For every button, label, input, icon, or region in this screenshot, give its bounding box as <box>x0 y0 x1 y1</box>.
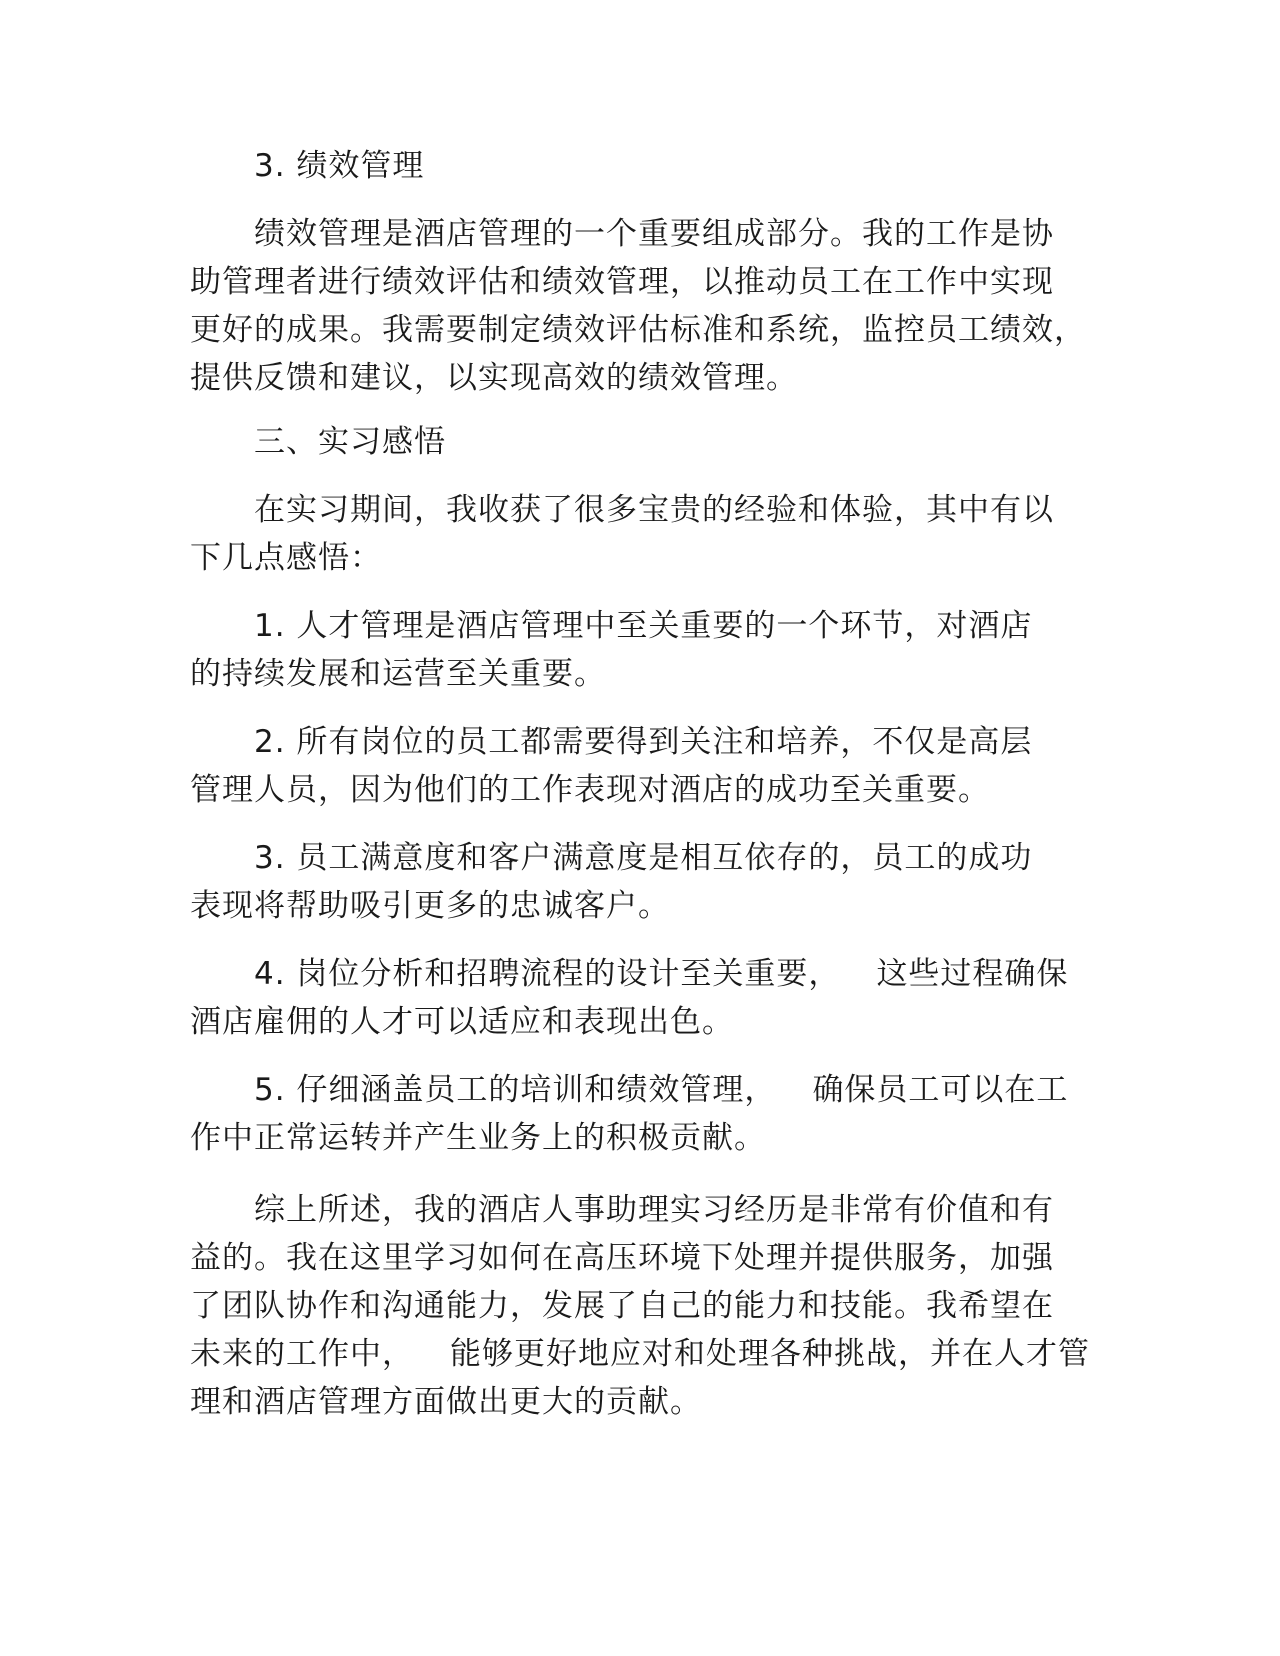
paragraph-line <box>190 1330 1110 1378</box>
paragraph-line: 在实习期间，我收获了很多宝贵的经验和体验，其中有以 <box>254 492 1054 528</box>
insight-item <box>190 602 1110 698</box>
insight-line: 2. 所有岗位的员工都需要得到关注和培养，不仅是高层 <box>254 724 1033 760</box>
insight-line: 3. 员工满意度和客户满意度是相互依存的，员工的成功 <box>254 840 1033 876</box>
insight-item <box>190 718 1110 814</box>
heading-text: 3. 绩效管理 <box>254 148 425 184</box>
paragraph-text: 能够更好地应对和处理各种挑战，并在人才管 <box>450 1336 1090 1372</box>
paragraph-conclusion <box>190 1186 1110 1426</box>
insight-item <box>190 1066 1110 1162</box>
insight-line <box>190 1066 1110 1114</box>
insight-item <box>190 950 1110 1046</box>
insight-line: 管理人员，因为他们的工作表现对酒店的成功至关重要。 <box>190 772 990 808</box>
insight-item <box>190 834 1110 930</box>
insight-line: 表现将帮助吸引更多的忠诚客户。 <box>190 888 670 924</box>
insight-line: 1. 人才管理是酒店管理中至关重要的一个环节，对酒店 <box>254 608 1033 644</box>
insight-text: 5. 仔细涵盖员工的培训和绩效管理， <box>254 1072 777 1108</box>
insight-text: 确保员工可以在工 <box>812 1072 1069 1108</box>
insight-line <box>190 950 1110 998</box>
paragraph-line: 综上所述，我的酒店人事助理实习经历是非常有价值和有 <box>254 1192 1054 1228</box>
paragraph-line: 益的。我在这里学习如何在高压环境下处理并提供服务，加强 <box>190 1240 1054 1276</box>
paragraph-performance <box>190 210 1110 402</box>
paragraph-line: 提供反馈和建议，以实现高效的绩效管理。 <box>190 360 798 396</box>
insight-line: 的持续发展和运营至关重要。 <box>190 656 606 692</box>
paragraph-line: 了团队协作和沟通能力，发展了自己的能力和技能。我希望在 <box>190 1288 1054 1324</box>
paragraph-text: 未来的工作中， <box>190 1336 414 1372</box>
insight-line: 作中正常运转并产生业务上的积极贡献。 <box>190 1120 766 1156</box>
paragraph-line: 绩效管理是酒店管理的一个重要组成部分。我的工作是协 <box>254 216 1054 252</box>
paragraph-line: 下几点感悟： <box>190 540 382 576</box>
insight-text: 4. 岗位分析和招聘流程的设计至关重要， <box>254 956 841 992</box>
section-heading <box>190 142 1110 190</box>
paragraph-line: 理和酒店管理方面做出更大的贡献。 <box>190 1384 702 1420</box>
paragraph-line: 助管理者进行绩效评估和绩效管理，以推动员工在工作中实现 <box>190 264 1054 300</box>
chapter-heading <box>190 418 1110 466</box>
paragraph-intro <box>190 486 1110 582</box>
insight-line: 酒店雇佣的人才可以适应和表现出色。 <box>190 1004 734 1040</box>
heading-text: 三、实习感悟 <box>254 424 446 460</box>
insight-text: 这些过程确保 <box>876 956 1069 992</box>
paragraph-line: 更好的成果。我需要制定绩效评估标准和系统，监控员工绩效， <box>190 312 1086 348</box>
